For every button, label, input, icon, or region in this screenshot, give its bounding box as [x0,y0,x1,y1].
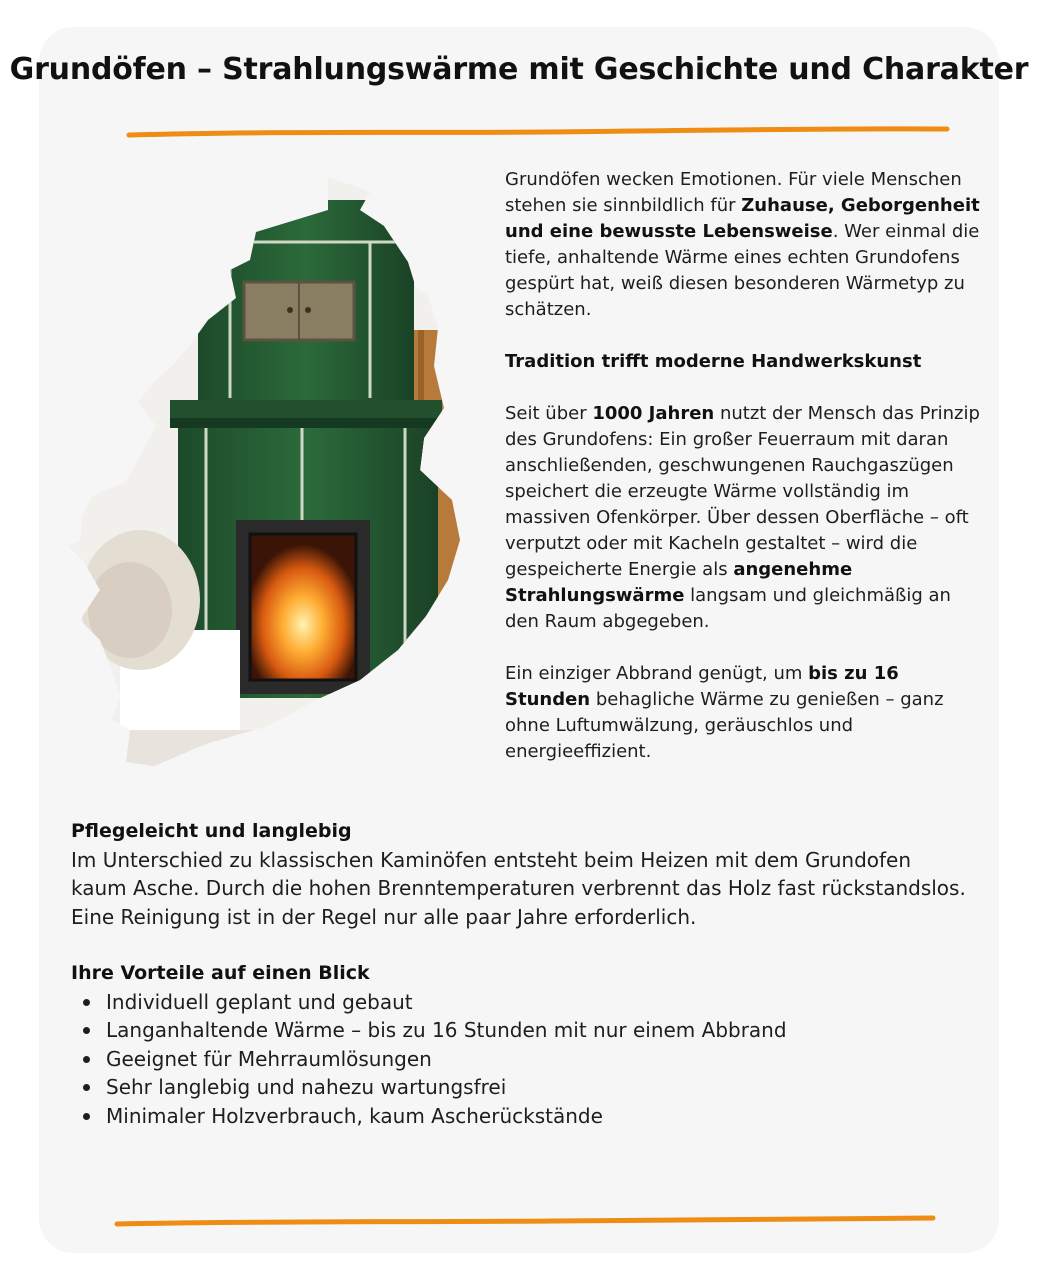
intro-paragraph: Grundöfen wecken Emotionen. Für viele Menschen stehen sie sinnbildlich für Zuhause, Geborgenheit und eine bewusste Lebensweise. Wer einmal die tiefe, anhaltende Wärme eines echten Grundofens gespürt hat, weiß diesen besonderen Wärmetyp zu schätzen. [505,169,980,320]
bullet-icon [83,1056,90,1063]
accent-underline-bottom [113,1214,943,1230]
list-item: Langanhaltende Wärme – bis zu 16 Stunden mit nur einem Abbrand [71,1016,971,1045]
accent-underline-top [125,124,955,140]
care-paragraph: Im Unterschied zu klassischen Kaminöfen entsteht beim Heizen mit dem Grundofen kaum Asche. Durch die hohen Brenntemperaturen verbrennt das Holz fast rückstandslos. Eine Reinigung ist in der Regel nur alle paar Jahre erforderlich. [71,847,966,929]
intro-text-block [505,167,985,765]
list-item: Geeignet für Mehrraumlösungen [71,1045,971,1074]
benefits-list [71,988,971,1131]
tradition-paragraph: Seit über 1000 Jahren nutzt der Mensch das Prinzip des Grundofens: Ein großer Feuerraum mit daran anschließenden, geschwungenen Rauchgaszügen speichert die erzeugte Wärme vollständig im massiven Ofenkörper. Über dessen Oberfläche – oft verputzt oder mit Kacheln gestaltet – wird die gespeicherte Energie als angenehme Strahlungswärme langsam und gleichmäßig an den Raum abgegeben. [505,403,980,632]
list-item: Individuell geplant und gebaut [71,988,971,1017]
bullet-icon [83,999,90,1006]
burn-duration-paragraph: Ein einziger Abbrand genügt, um bis zu 16 Stunden behagliche Wärme zu genießen – ganz ohne Luftumwälzung, geräuschlos und energieeffizient. [505,663,944,762]
list-item: Minimaler Holzverbrauch, kaum Ascherückstände [71,1102,971,1131]
bullet-icon [83,1113,90,1120]
tradition-heading: Tradition trifft moderne Handwerkskunst [505,351,922,372]
bullet-icon [83,1084,90,1091]
care-heading: Pflegeleicht und langlebig [71,820,352,842]
lower-text-block [71,817,971,1130]
bullet-icon [83,1027,90,1034]
tiled-stove-photo [60,170,480,770]
list-item: Sehr langlebig und nahezu wartungsfrei [71,1073,971,1102]
page-title: Grundöfen – Strahlungswärme mit Geschichte und Charakter [9,52,1029,87]
benefits-heading: Ihre Vorteile auf einen Blick [71,962,370,984]
